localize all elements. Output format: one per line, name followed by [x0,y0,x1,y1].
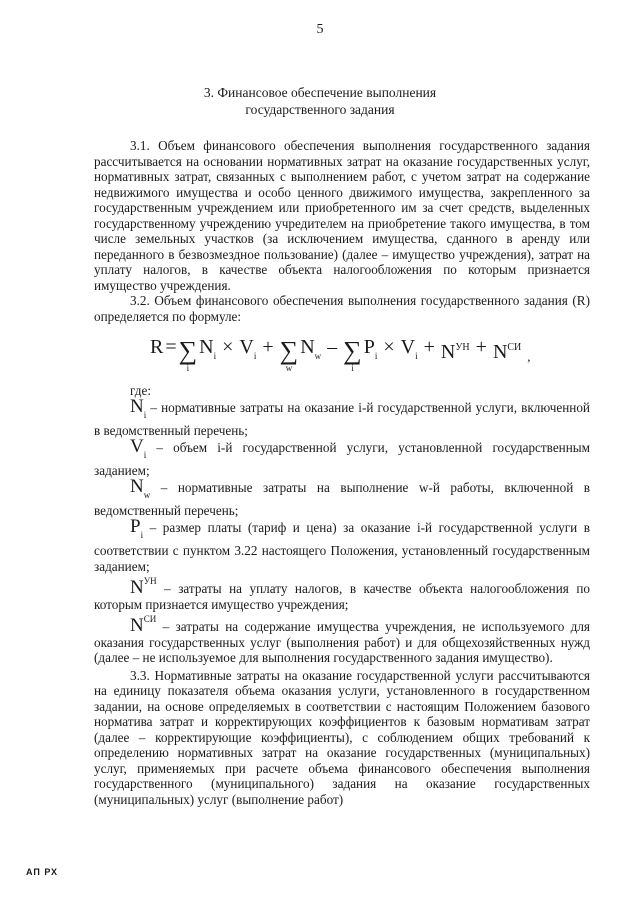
paragraph-3-3: 3.3. Нормативные затраты на оказание государственной услуги рассчитываются на единицу показателя объема оказания услуги, установленного в государственном задании, на основе определяемых в соответствии с настоящим Положением базового норматива затрат и корректирующих коэффициентов к базовым нормативам затрат (далее – корректирующие коэффициенты), с соблюдением общих требований к определению нормативных затрат на оказание государственных (муниципальных) услуг, применяемых при расчете объема финансового обеспечения выполнения государственного (муниципального) задания на оказание государственных (муниципальных) услуг (выполнение работ) [94,667,590,807]
sum-sign: ∑ [343,336,362,365]
footer-mark: АП РХ [26,867,59,877]
formula-row [94,336,590,373]
paragraph-3-1: 3.1. Объем финансового обеспечения выполнения государственного задания рассчитывается на основании нормативных затрат на оказание государственных услуг, нормативных затрат, связанных с выполнением работ, с учетом затрат на содержание недвижимого имущества и особо ценного движимого имущества, закрепленного за государственным учреждением или приобретенного им за счет средств, выделенных государственному учреждению учредителем на приобретение такого имущества, в том числе земельных участков (за исключением имущества, сданного в аренду или переданного в безвозмездное пользование) (далее – имущество учреждения), затрат на уплату налогов, в качестве объекта налогообложения по которым признается имущество учреждения. [94,138,590,293]
sum-w [279,336,299,373]
minus-op: – [327,336,338,358]
formula-ni: $N_i$ [199,336,217,361]
sum-index: w [285,363,293,373]
formula-nun: $N^{УН}$ [440,341,470,363]
times-op: × [222,336,234,358]
formula-comma: , [527,348,531,364]
formula-eq: = [165,336,177,358]
formula-nw: $N_w$ [300,336,322,361]
where-label: где: [130,383,151,398]
sum-index: i [186,363,190,373]
document-body [94,138,590,807]
formula-vi: $V_i$ [239,336,257,361]
plus-op: + [262,336,274,358]
formula-r: R [150,336,164,358]
sum-sign: ∑ [178,336,198,365]
formula-pi: $P_i$ [363,336,378,361]
page-number: 5 [316,22,324,37]
formula-vi-2: $V_i$ [400,336,418,361]
formula [150,336,531,373]
times-op: × [383,336,395,358]
sum-i-2 [343,336,362,373]
definition-nw: $N_w$ – нормативные затраты на выполнение w-й работы, включенной в ведомственный перечень; [94,475,590,518]
definition-ni: $N_i$ – нормативные затраты на оказание i-й государственной услуги, включенной в ведомственный перечень; [94,395,590,438]
sum-sign: ∑ [279,336,299,365]
definition-nsi: $N^{СИ}$ – затраты на содержание имущества учреждения, не используемого для оказания государственных услуг (выполнения работ) и для общехозяйственных нужд (далее – не используемое для выполнения государственного задания имущество). [94,614,590,665]
plus-op: + [423,336,435,358]
sum-index: i [351,363,354,373]
sum-i-1 [178,336,198,373]
section-title-line-1: 3. Финансовое обеспечение выполнения [203,85,437,100]
definition-vi: $V_i$ – объем i-й государственной услуги, установленной государственным заданием; [94,435,590,478]
formula-nsi: $N^{СИ}$ [492,341,522,363]
section-title [0,84,640,118]
definition-nun: $N^{УН}$ – затраты на уплату налогов, в качестве объекта налогообложения по которым признается имущество учреждения; [94,576,590,612]
section-title-line-2: государственного задания [245,102,395,117]
definition-pi: $P_i$ – размер платы (тариф и цена) за оказание i-й государственной услуги в соответствии с пунктом 3.22 настоящего Положения, установленный государственным заданием; [94,515,590,574]
plus-op: + [475,336,487,358]
paragraph-3-2: 3.2. Объем финансового обеспечения выполнения государственного задания (R) определяется по формуле: [94,293,590,324]
